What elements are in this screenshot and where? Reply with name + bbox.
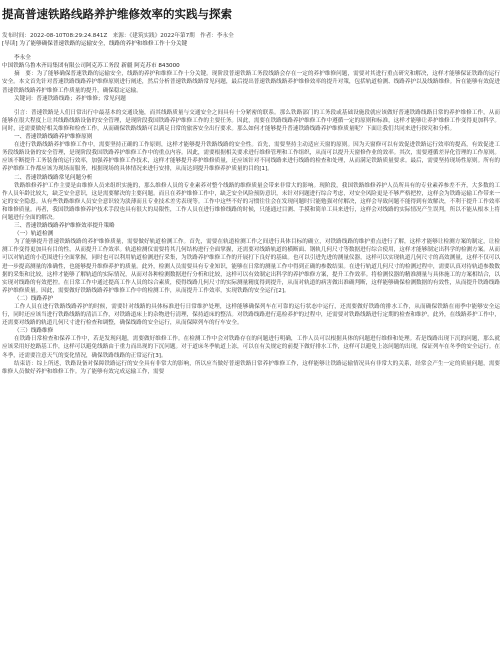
conclusion: 结束语：综上所述，铁路设备对保障铁路运行的安全具有非常大的影响，所以应当做好普速铁路日常养护维修工作，这样能够让铁路运输情况具有非常大的关系，经常会产生一定的质量问题，需要维修人员做好养护和维修工作。为了能够有效完成运输工作，需要 [2,360,500,375]
author-affiliation: 中国铁路乌鲁木齐局集团有限公司阿克苏工务段 新疆 阿克苏市 843000 [2,63,180,70]
section-heading-2: 二、普速铁路线路常见问题分析 [14,174,93,181]
subsection-body-3-1: 为了能够提升普速铁路线路的养护维修质量，需要做好轨道检测工作。首先，需要在轨道检测工作之间进行具体目标的确立，对铁路线路的维护重点进行了解，这样才能够让检测方案的制定，让检测工作变得更加具有目的性，从而提升工作效率。轨道检测仪需要将其几何结构进行全面掌握，还需要对线路轨道的横断面、钢轨几何尺寸等数据进行综合使用，这样才能够制定出科学的检测方案。从而可以对轨道的小范围进行全面掌握，同时也可以利用轨道检测进行采集，为铁路养护维修工作的开展打下良好的基础。也可以引进先进的测量仪器，这样可以实现轨道几何尺寸的高效测量，这样不仅可以进一步提高测量的准确性，也能够提升维修养护的质量。此外，检测人员需要具有专业知识，能够在日常的测量工作中得到正确的参数结果。在进行轨道几何尺寸的检测过程中，需要认真对待轨道参数数据的采集和比较，这样才能够了解轨道的实际情况，从而对各种检测数据进行分析和比较，这样可以有效制定出科学的养护维修方案，提升工作效率。将检测仪器的精准测量与具体施工的方案相结合，以实现对线路的有效把控。在日常工作中通过提高工作人员的综合素质，使得线路几何尺寸的实际测量精度得到提升，从而对轨道的病害做出准确判断，这样能够确保检测数据的有效性，从而提升铁路线路养护维修质量。因此，需要做好铁路线路养护维修工作中的检测工作，从而提升工作效率，实现铁路的安全运行[2]。 [2,239,500,294]
abstract: 摘 要：为了能够确保普速铁路的运输安全，线路的养护和维修工作十分关键。现阶段普速铁路工务段线路会存在一定的养护维修问题，需要对其进行重点研究和解决，这样才能够保证铁路的运行安全。本文首先针对普速铁路线路养护维修原则进行阐述，然后分析普速铁路线路常见问题，最后提出普速铁路线路养护维修效率的提升对策，包括轨道检测、线路养护以及线路维修。旨在能够有效促进普速铁路线路养护维修工作质量的提升，确保稳定运输。 [2,71,500,94]
section-body-2: 铁路维修养护工作主要是由维修人员来组织实施的，那么维修人员的专业素养对整个线路的维修质量会带来非常大的影响。现阶段，我国铁路维修养护人员所具有的专业素养参差不齐，大多数的工作人员年龄比较大，缺乏安全意识，这是需要解决的主要问题。而且在养护维修工作中，缺乏安全风险预防意识，未针对问题进行综合考虑，对安全风险更是不够严格把控，这样会为铁路运输工作带来一定的安全隐患。从有些铁路维修人员安全意识较为淡薄而且专业技术差劣表现等。工作中这些不好的习惯往往会在发现问题时只能勉强对付解决，这样会导致问题不能得到有效解决，不利于提升工作效率和维修质量。再者，我国铁路维修养护技术手段也具有很大的局限性，工作人员在进行维修线路的时候，只能通过目测、手摸和简单工具来进行，这样会对线路的实际情况产生误判，所以不能从根本上将问题进行全面的解决。 [2,182,500,221]
introduction: 引言：普速铁路是人们日常出行中最基本的交通设施，而其线路质量与交通安全之间具有十分紧密的联系。那么铁路部门的工务段或基础设施段就应该做好普速铁路线路日常的养护维修工作，从而能够在很大程度上让其线路线路设备的安全管理，是现阶段我国铁路养护维修工作的主要任务。因此，需要在铁路线路养护维修工作中遵循一定的原则和标准，这样才能够让养护维修工作变得更加科学。同时，还需要做好相关维修和检查工作，从而确保铁路线路可以满足日常的旅客安全出行要求。那么如何才能够提升普速铁路线路养护维修质量呢？下面让我们共同来进行探究和分析。 [2,109,500,132]
section-heading-1: 一、普速铁路线路养护维修原则 [14,134,93,141]
subsection-heading-3-3: （三）线路维修 [14,328,54,335]
article-page [0,7,502,656]
section-heading-3: 三、普速铁路线路养护维修效率提升策略 [14,223,115,230]
author-meta: 作者：李永全 [200,33,234,39]
subsection-body-3-3: 在铁路日常检查和保养工作中，若是发现问题，需要做好维修工作。在检测工作中会对铁路存在的问题进行明确，工作人员可以根据具体的问题进行维修和处理。若是线路出现下沉的问题，那么就应该采用好挖路基工作，这样可以避免线路由于重力而出现的下沉问题。对于道床冬季轨道上冻，可以在有关规定的前提下做好排水工作，这样可以避免上冻问题的出现，保证列车在冬季的安全运行。在冬季，还需要注意天气的变化情况，确保铁路线路的正常运行[3]。 [2,336,500,359]
article-meta [2,32,500,40]
publish-time: 发布时间：2022-08-10T08:29:24.841Z [2,33,108,39]
subsection-body-3-2: 工作人员在进行铁路线路养护的时候，需要针对线路的具体标准进行日常维护处理，这样能够确保列车在可靠的运行状态中运行，还需要做好铁路的排水工作，从而确保铁路在雨季中能够安全运行，同时还应该当进行铁路线路的清洁工作，对铁路道床上的杂物进行清理，保持道床的整洁。对铁路线路进行巡检养护的过程中，还需要对铁路线路进行定期的检查和维护。此外，在线路养护工作中，还需要对线路的轨道几何尺寸进行检查和调整，确保线路的安全运行，从而保障列车的行车安全。 [2,304,500,327]
author-name: 李永全 [14,55,31,62]
source: 来源：《建筑实践》2022年第7期 [112,33,195,39]
article-title: 提高普速铁路线路养护维修效率的实践与探索 [2,7,232,21]
subsection-heading-3-2: （二）线路养护 [14,295,54,302]
section-body-1: 在进行铁路线路养护维修工作中，需要坚持正确的工作原则，这样才能够提升铁路线路的安全性。首先，需要坚持主动适应天窗的原则。因为天窗修可以有效促进铁路运行效率的提高，有效促进工务段线路设备的安全管理，是现阶段我国铁路养护维修工作中的重点内容。因此，需要根据相关要求进行维修管理和工作组织，从而可以提升天窗修作业的效率。其次，需要遵循差异化管理的工作原则。应该不断提升工务装备的运行效率，加强养护维修工作技术，这样才能够提升养护维修质量，还应该针对不同线路来进行线路的检查和处理，从而满足铁路质量要求。最后，需要坚持现场性原则。所有的养护维修工作都应该为现场而服务，根据现场的具体情况来进行安排，从而达到提升维修养护质量的目的[1]。 [2,142,500,173]
guide-text: [导读] 为了能够确保普速铁路的运输安全，线路的养护和维修工作十分关键 [2,41,188,48]
subsection-heading-3-1: （一）轨道检测 [14,231,54,238]
keywords: 关键词：普速铁路线路；养护维修；常见问题 [14,95,126,102]
